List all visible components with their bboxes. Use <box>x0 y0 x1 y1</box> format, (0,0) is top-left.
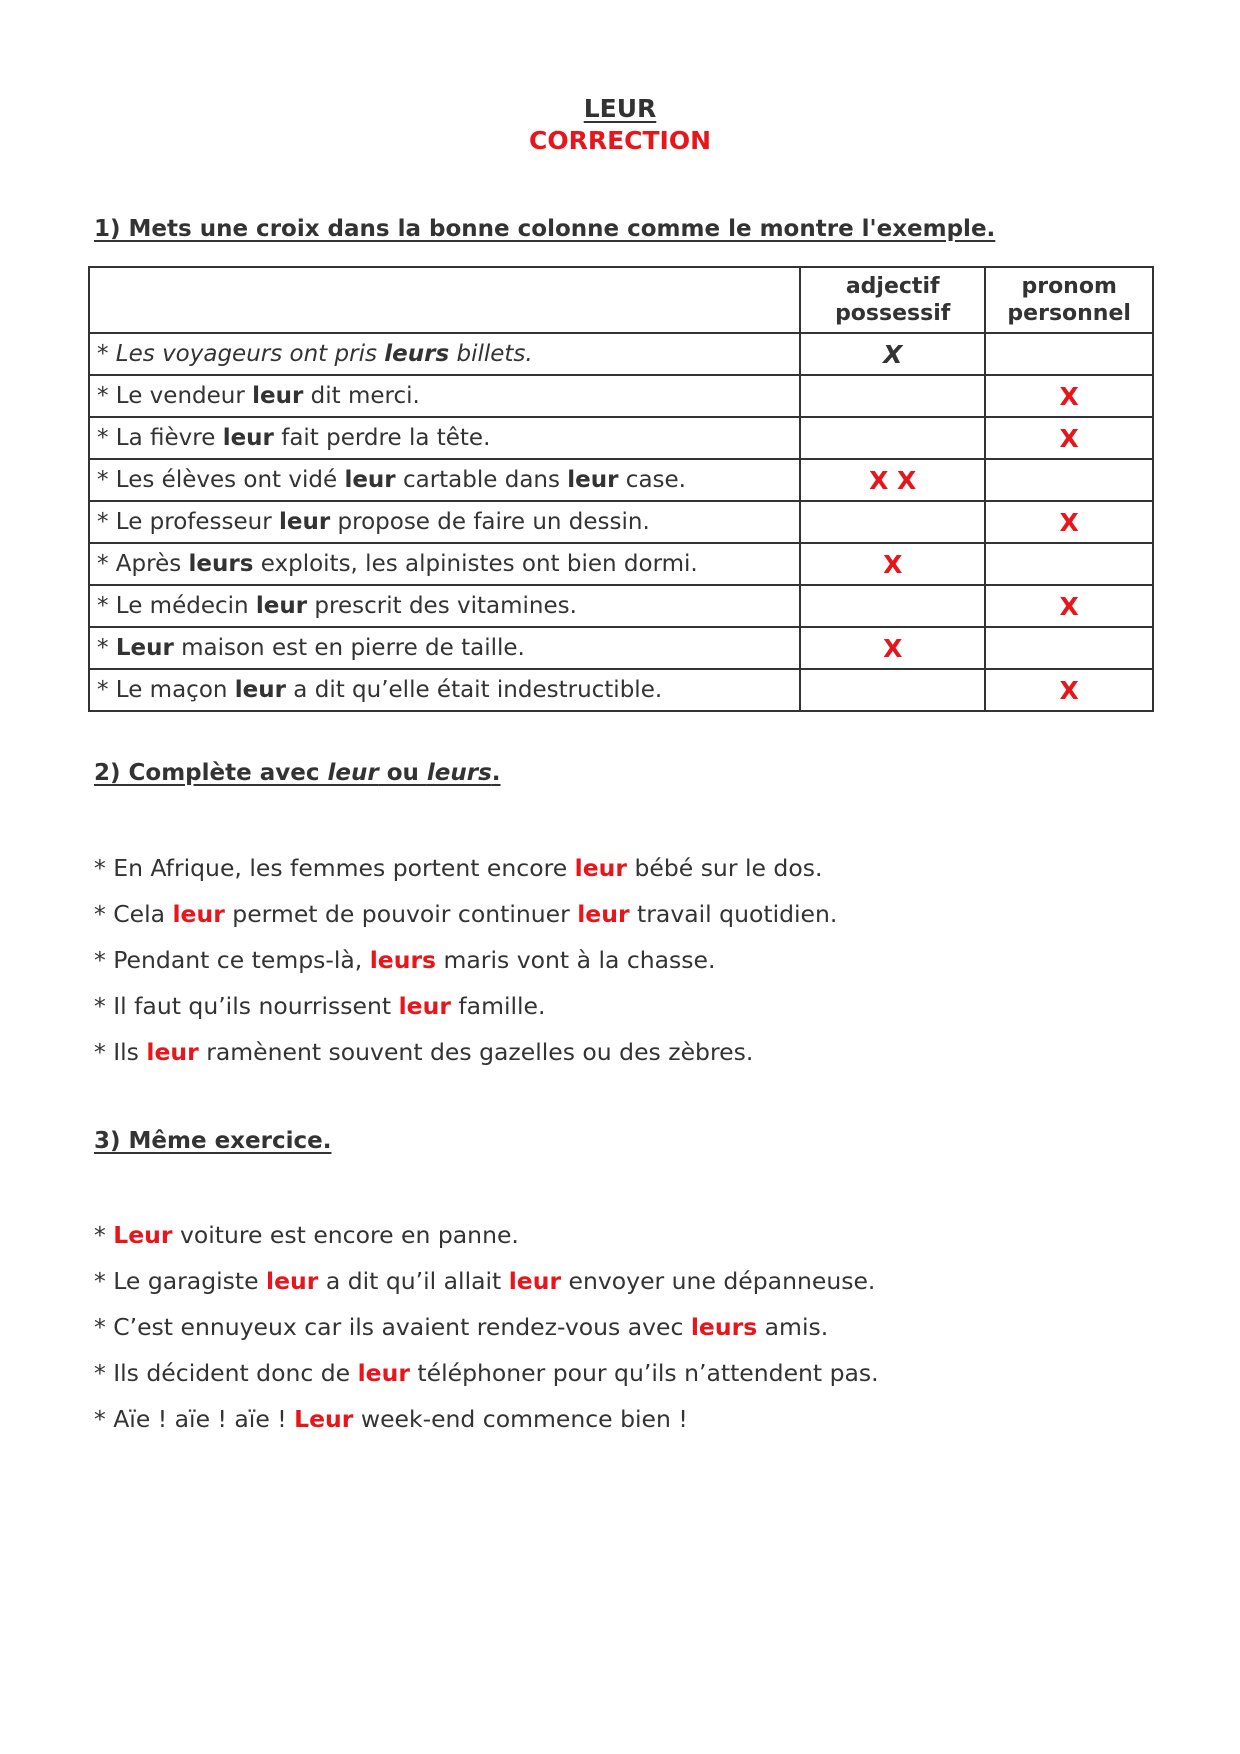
line-text: bébé sur le dos. <box>627 854 823 882</box>
keyword: leur <box>222 425 274 451</box>
answer-word: leur <box>266 1267 319 1295</box>
column-header-pronom <box>985 267 1153 333</box>
keyword: leurs <box>188 551 254 577</box>
line-text: amis. <box>757 1313 829 1341</box>
answer-word: leurs <box>690 1313 758 1341</box>
column-header-line: possessif <box>835 301 951 326</box>
keyword: leur <box>234 677 286 703</box>
exercise2-list <box>94 845 837 1075</box>
list-item <box>94 1212 879 1258</box>
sentence-text: * Après <box>97 551 189 577</box>
exercise2-heading <box>94 760 501 786</box>
mark-pronom <box>985 333 1153 375</box>
sentence-cell <box>89 333 800 375</box>
line-text: ramènent souvent des gazelles ou des zèbres. <box>198 1038 754 1066</box>
sentence-text: maison est en pierre de taille. <box>173 635 525 661</box>
mark-pronom <box>985 543 1153 585</box>
sentence-text: * Les élèves ont vidé <box>97 467 345 493</box>
column-header-line: pronom <box>1021 274 1117 299</box>
heading-text: leurs <box>426 760 492 786</box>
list-item <box>94 845 837 891</box>
sentence-cell <box>89 417 800 459</box>
sentence-text: * Le médecin <box>97 593 256 619</box>
column-header-line: adjectif <box>845 274 940 299</box>
sentence-text: a dit qu’elle était indestructible. <box>286 677 663 703</box>
page-subtitle: CORRECTION <box>528 126 712 155</box>
mark-adjectif <box>800 375 985 417</box>
sentence-cell <box>89 585 800 627</box>
line-text: * Aïe ! aïe ! aïe ! <box>94 1405 295 1433</box>
sentence-text: * Les voyageurs ont pris <box>97 341 385 367</box>
sentence-cell <box>89 627 800 669</box>
line-text: * En Afrique, les femmes portent encore <box>94 854 575 882</box>
mark-adjectif <box>800 501 985 543</box>
mark-adjectif: X X <box>800 459 985 501</box>
exercise1-table <box>88 266 1154 712</box>
answer-word: leur <box>357 1359 410 1387</box>
sentence-text: * Le maçon <box>97 677 235 703</box>
mark-adjectif <box>800 669 985 711</box>
table-row <box>89 627 1153 669</box>
mark-pronom: X <box>985 669 1153 711</box>
heading-text: . <box>491 760 501 786</box>
mark-adjectif <box>800 417 985 459</box>
keyword: leur <box>255 593 308 619</box>
sentence-text: propose de faire un dessin. <box>330 509 650 535</box>
answer-word: leur <box>577 900 630 928</box>
column-header-adjectif <box>800 267 985 333</box>
table-header-empty <box>89 267 800 333</box>
answer-word: leur <box>398 992 451 1020</box>
keyword: leur <box>252 383 304 409</box>
answer-word: leur <box>508 1267 562 1295</box>
keyword: leurs <box>384 341 450 367</box>
answer-word: Leur <box>294 1405 354 1433</box>
list-item <box>94 1350 879 1396</box>
sentence-cell <box>89 375 800 417</box>
mark-pronom: X <box>985 375 1153 417</box>
sentence-text: fait perdre la tête. <box>273 425 491 451</box>
exercise1-heading: 1) Mets une croix dans la bonne colonne comme le montre l'exemple. <box>94 216 996 242</box>
mark-adjectif: X <box>800 333 985 375</box>
sentence-text: * Le professeur <box>97 509 280 535</box>
sentence-text: dit merci. <box>303 383 420 409</box>
table-row <box>89 459 1153 501</box>
line-text: téléphoner pour qu’ils n’attendent pas. <box>409 1359 879 1387</box>
line-text: * <box>94 1221 114 1249</box>
heading-text: 2) Complète avec <box>94 760 328 786</box>
line-text: * C’est ennuyeux car ils avaient rendez-vous avec <box>94 1313 691 1341</box>
list-item <box>94 937 837 983</box>
table-row <box>89 417 1153 459</box>
list-item <box>94 1396 879 1442</box>
mark-adjectif <box>800 585 985 627</box>
exercise3-heading: 3) Même exercice. <box>94 1128 332 1154</box>
title-block <box>0 94 1240 157</box>
list-item <box>94 1304 879 1350</box>
sentence-text: cartable dans <box>395 467 568 493</box>
line-text: famille. <box>450 992 546 1020</box>
table-row <box>89 585 1153 627</box>
column-header-line: personnel <box>1007 301 1131 326</box>
line-text: week-end commence bien ! <box>353 1405 688 1433</box>
sentence-text: * <box>97 635 116 661</box>
page-title: LEUR <box>583 94 657 123</box>
exercise3-list <box>94 1212 879 1442</box>
line-text: * Ils <box>94 1038 147 1066</box>
line-text: * Ils décident donc de <box>94 1359 358 1387</box>
list-item <box>94 1029 837 1075</box>
mark-adjectif: X <box>800 543 985 585</box>
keyword: leur <box>279 509 331 535</box>
sentence-text: case. <box>618 467 686 493</box>
list-item <box>94 1258 879 1304</box>
mark-pronom: X <box>985 417 1153 459</box>
sentence-text: exploits, les alpinistes ont bien dormi. <box>253 551 698 577</box>
answer-word: leur <box>574 854 627 882</box>
mark-pronom <box>985 459 1153 501</box>
keyword: Leur <box>115 635 174 661</box>
line-text: * Il faut qu’ils nourrissent <box>94 992 399 1020</box>
table-row <box>89 543 1153 585</box>
answer-word: Leur <box>113 1221 173 1249</box>
table-row <box>89 375 1153 417</box>
table-row <box>89 333 1153 375</box>
sentence-cell <box>89 669 800 711</box>
list-item <box>94 891 837 937</box>
sentence-text: * Le vendeur <box>97 383 253 409</box>
sentence-text: * La fièvre <box>97 425 223 451</box>
line-text: * Le garagiste <box>94 1267 267 1295</box>
mark-pronom: X <box>985 585 1153 627</box>
line-text: envoyer une dépanneuse. <box>561 1267 876 1295</box>
table-row <box>89 669 1153 711</box>
heading-text: ou <box>378 760 427 786</box>
mark-adjectif: X <box>800 627 985 669</box>
line-text: * Pendant ce temps-là, <box>94 946 370 974</box>
line-text: maris vont à la chasse. <box>436 946 716 974</box>
line-text: a dit qu’il allait <box>318 1267 509 1295</box>
table-header-row <box>89 267 1153 333</box>
answer-word: leurs <box>369 946 437 974</box>
line-text: voiture est encore en panne. <box>172 1221 519 1249</box>
keyword: leur <box>344 467 396 493</box>
answer-word: leur <box>146 1038 199 1066</box>
heading-text: leur <box>327 760 379 786</box>
keyword: leur <box>567 467 619 493</box>
line-text: permet de pouvoir continuer <box>224 900 578 928</box>
sentence-cell <box>89 459 800 501</box>
sentence-cell <box>89 501 800 543</box>
mark-pronom <box>985 627 1153 669</box>
table-row <box>89 501 1153 543</box>
sentence-cell <box>89 543 800 585</box>
line-text: * Cela <box>94 900 173 928</box>
sentence-text: prescrit des vitamines. <box>307 593 577 619</box>
sentence-text: billets. <box>449 341 533 367</box>
mark-pronom: X <box>985 501 1153 543</box>
answer-word: leur <box>172 900 225 928</box>
line-text: travail quotidien. <box>629 900 838 928</box>
list-item <box>94 983 837 1029</box>
